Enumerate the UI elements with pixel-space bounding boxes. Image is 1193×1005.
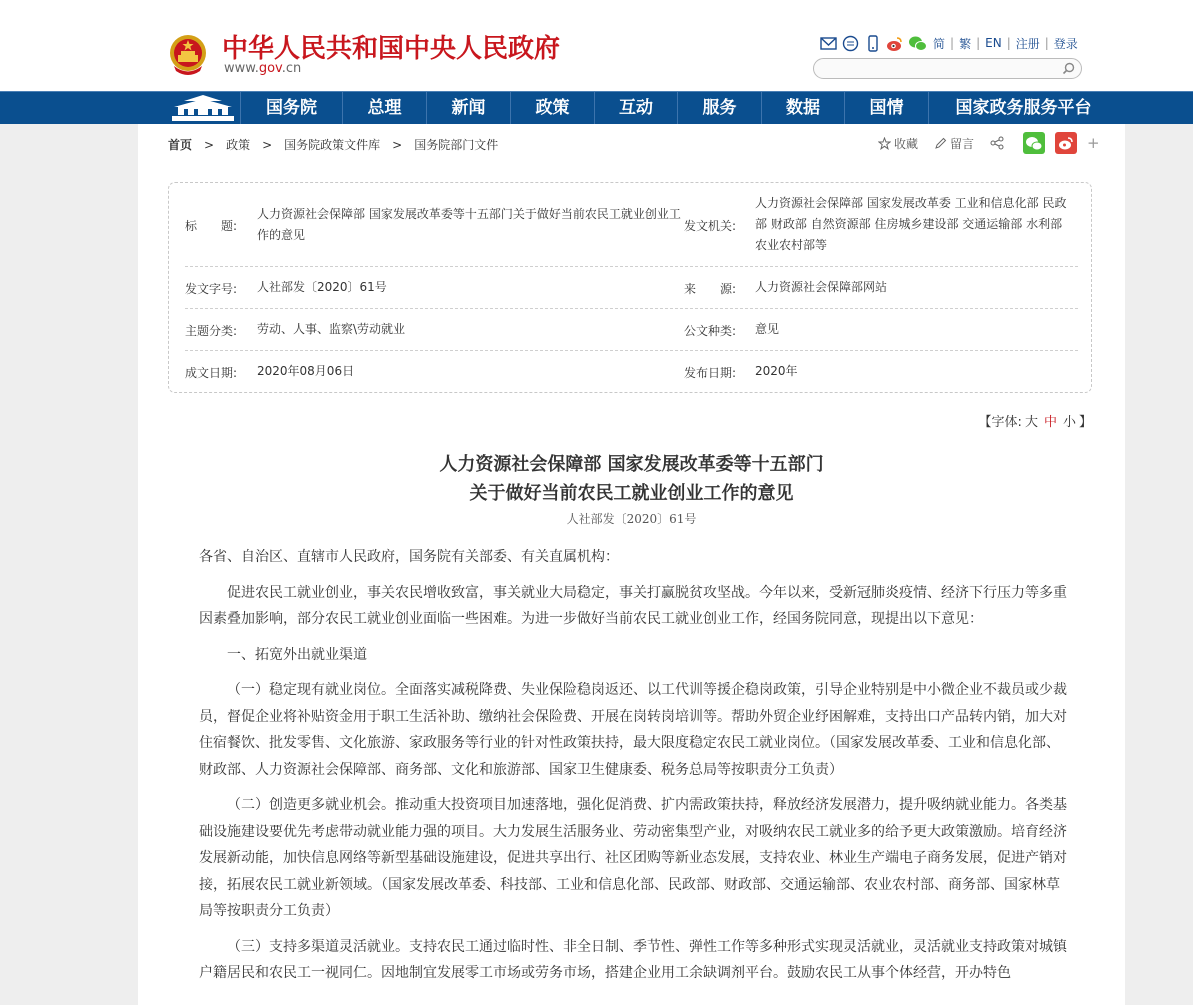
nav-item-service[interactable]: 服务	[677, 92, 761, 125]
domain-brand: gov	[258, 61, 282, 76]
paragraph: 促进农民工就业创业，事关农民增收致富，事关就业大局稳定，事关打赢脱贫攻坚战。今年以来，受新冠肺炎疫情、经济下行压力等多重因素叠加影响，部分农民工就业创业面临一些困难。为进一步做好当前农民工就业创业工作，经国务院同意，现提出以下意见：	[199, 584, 1067, 627]
separator: |	[950, 36, 955, 50]
comment-label: 留言	[950, 136, 975, 151]
paragraph: （二）创造更多就业机会。推动重大投资项目加速落地，强化促消费、扩内需政策扶持，释放经济发展潜力，提升吸纳就业能力。各类基础设施建设要优先考虑带动就业能力强的项目。大力发展生活服务业、劳动密集型产业，对吸纳农民工就业多的给予更大政策激励。培育经济发展新动能，加快信息网络等新型基础设施建设，促进共享出行、社区团购等新业态发展，支持农业、林业生产端电子商务发展，促进产销对接，拓展农民工就业新领域。（国家发展改革委、科技部、工业和信息化部、民政部、财政部、交通运输部、农业农村部、商务部、国家林草局等按职责分工负责）	[199, 797, 1067, 919]
site-domain	[224, 61, 301, 76]
nav-item-government-service-platform[interactable]: 国家政务服务平台	[928, 92, 1118, 125]
utility-bar	[820, 33, 1078, 53]
domain-suffix: .cn	[281, 61, 302, 76]
site-title[interactable]: 中华人民共和国中央人民政府	[222, 34, 561, 64]
search-icon[interactable]	[1062, 62, 1075, 75]
breadcrumb-home[interactable]: 首页	[168, 138, 193, 152]
favorite-label: 收藏	[894, 136, 919, 151]
document-title-line-2: 关于做好当前农民工就业创业工作的意见	[469, 483, 794, 504]
domain-prefix: www.	[224, 61, 259, 76]
written-date-value: 2020年08月06日	[257, 364, 355, 378]
wechat-icon[interactable]	[908, 35, 928, 52]
share-weibo-button[interactable]	[1055, 132, 1077, 154]
search-box	[813, 58, 1082, 79]
source-label: 来 源:	[684, 282, 737, 296]
article-tools	[878, 132, 1100, 154]
simplified-chinese-link[interactable]: 简	[933, 36, 946, 51]
nav-item-premier[interactable]: 总理	[342, 92, 426, 125]
nav-item-national-conditions[interactable]: 国情	[844, 92, 928, 125]
document-title-line-1: 人力资源社会保障部 国家发展改革委等十五部门	[439, 454, 824, 475]
separator: |	[976, 36, 981, 50]
doc-number-label: 发文字号:	[185, 282, 238, 296]
document-metadata-box	[168, 182, 1092, 393]
salutation: 各省、自治区、直辖市人民政府，国务院有关部委、有关直属机构：	[199, 549, 619, 565]
issuer-label: 发文机关:	[684, 219, 737, 233]
breadcrumb-separator: >	[392, 138, 403, 152]
more-share-button[interactable]: +	[1087, 134, 1100, 152]
paragraph: （一）稳定现有就业岗位。全面落实减税降费、失业保险稳岗返还、以工代训等援企稳岗政策，引导企业特别是中小微企业不裁员或少裁员，督促企业将补贴资金用于职工生活补助、缴纳社会保险费、开展在岗转岗培训等。帮助外贸企业纾困解难，支持出口产品转内销，加大对住宿餐饮、批发零售、文化旅游、家政服务等行业的针对性政策扶持，最大限度稳定农民工就业岗位。（国家发展改革委、工业和信息化部、财政部、人力资源社会保障部、商务部、文化和旅游部、国家卫生健康委、税务总局等按职责分工负责）	[199, 682, 1067, 778]
mobile-icon[interactable]	[864, 35, 881, 52]
meta-row-dates	[185, 351, 1078, 393]
separator: |	[1044, 36, 1049, 50]
nav-item-interaction[interactable]: 互动	[594, 92, 677, 125]
wechat-icon	[1025, 136, 1043, 151]
source-value: 人力资源社会保障部网站	[755, 280, 888, 294]
breadcrumb-separator: >	[204, 138, 215, 152]
nav-item-news[interactable]: 新闻	[426, 92, 510, 125]
paragraph: （三）支持多渠道灵活就业。支持农民工通过临时性、非全日制、季节性、弹性工作等多种形式实现灵活就业，灵活就业支持政策对城镇户籍居民和农民工一视同仁。因地制宜发展零工市场或劳务市场，搭建企业用工余缺调剂平台。鼓励农民工从事个体经营，开办特色	[199, 938, 1067, 981]
login-link[interactable]: 登录	[1053, 36, 1078, 51]
register-link[interactable]: 注册	[1015, 36, 1040, 51]
topic-label: 主题分类:	[185, 324, 238, 338]
publish-date-label: 发布日期:	[684, 366, 737, 380]
font-size-close: 】	[1078, 415, 1092, 430]
font-size-switcher	[979, 411, 1092, 430]
main-nav	[0, 91, 1193, 124]
doc-type-label: 公文种类:	[684, 324, 737, 338]
breadcrumb-policy[interactable]: 政策	[226, 138, 251, 152]
document-number: 人社部发〔2020〕61号	[566, 512, 697, 526]
weibo-icon[interactable]	[886, 35, 903, 52]
doc-type-value: 意见	[755, 322, 780, 336]
breadcrumb-policy-library[interactable]: 国务院政策文件库	[284, 138, 381, 152]
font-size-open: 【字体:	[978, 415, 1022, 430]
separator: |	[1006, 36, 1011, 50]
weibo-icon	[1058, 136, 1074, 150]
message-icon[interactable]	[842, 35, 859, 52]
meta-row-topic	[185, 309, 1078, 351]
breadcrumb	[168, 136, 498, 153]
nav-item-state-council[interactable]: 国务院	[240, 92, 342, 125]
breadcrumb-department-documents[interactable]: 国务院部门文件	[414, 138, 499, 152]
publish-date-value: 2020年	[755, 364, 798, 378]
content-area	[138, 124, 1125, 1005]
title-value: 人力资源社会保障部 国家发展改革委等十五部门关于做好当前农民工就业创业工作的意见	[257, 207, 681, 242]
document-title	[138, 450, 1125, 508]
star-icon	[878, 137, 891, 150]
breadcrumb-separator: >	[262, 138, 273, 152]
search-input[interactable]	[824, 61, 1059, 76]
share-button[interactable]	[990, 136, 1007, 150]
english-link[interactable]: EN	[985, 36, 1002, 50]
font-size-large[interactable]: 大	[1024, 415, 1038, 430]
mail-icon[interactable]	[820, 35, 837, 52]
section-heading: 一、拓宽外出就业渠道	[227, 646, 367, 663]
nav-item-policy[interactable]: 政策	[510, 92, 594, 125]
article-body	[199, 544, 1069, 996]
font-size-small[interactable]: 小	[1062, 415, 1076, 430]
share-icon	[990, 136, 1004, 150]
national-emblem-icon[interactable]	[168, 33, 208, 77]
site-header	[0, 0, 1193, 91]
meta-row-title	[185, 183, 1078, 267]
topic-value: 劳动、人事、监察\劳动就业	[257, 322, 406, 336]
pencil-icon	[934, 137, 947, 150]
doc-number-value: 人社部发〔2020〕61号	[257, 280, 387, 294]
share-wechat-button[interactable]	[1023, 132, 1045, 154]
meta-row-number	[185, 267, 1078, 309]
issuer-value: 人力资源社会保障部 国家发展改革委 工业和信息化部 民政部 财政部 自然资源部 住房城乡建设部 交通运输部 水利部 农业农村部等	[755, 196, 1067, 252]
favorite-button[interactable]	[878, 135, 918, 152]
font-size-medium[interactable]: 中	[1043, 415, 1057, 430]
tiananmen-home-icon[interactable]	[166, 92, 240, 125]
title-label: 标 题:	[185, 219, 238, 233]
nav-item-data[interactable]: 数据	[761, 92, 844, 125]
traditional-chinese-link[interactable]: 繁	[959, 36, 972, 51]
written-date-label: 成文日期:	[185, 366, 238, 380]
comment-button[interactable]	[934, 135, 974, 152]
